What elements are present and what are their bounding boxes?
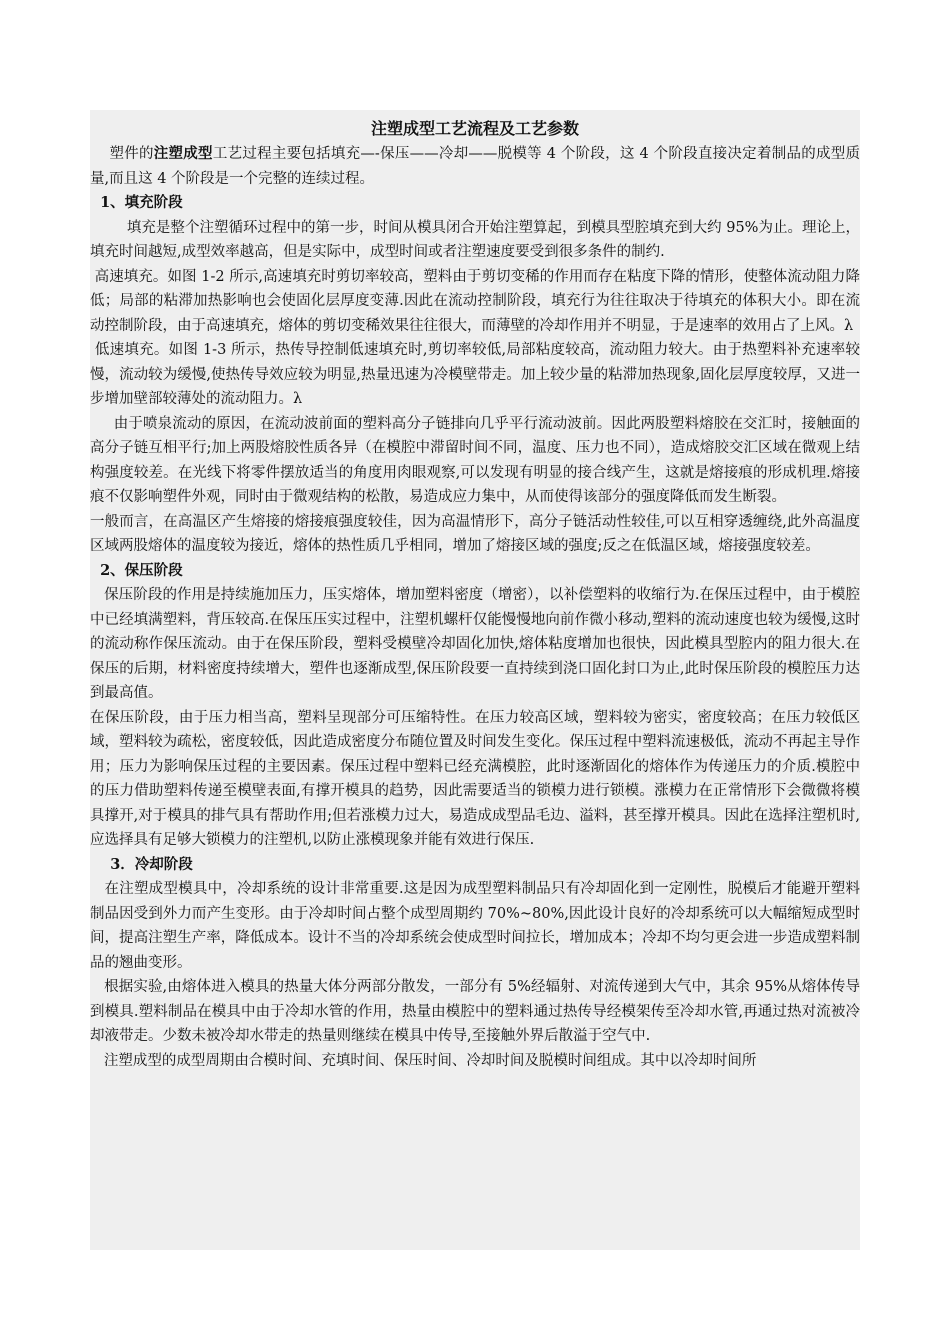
intro-bold-term: 注塑成型: [153, 145, 213, 162]
document-title: 注塑成型工艺流程及工艺参数: [370, 119, 579, 138]
document-page: [90, 110, 860, 1250]
section-1-paragraph-4: 由于喷泉流动的原因，在流动波前面的塑料高分子链排向几乎平行流动波前。因此两股塑料熔胶在交汇时，接触面的高分子链互相平行;加上两股熔胶性质各异（在模腔中滞留时间不同，温度、压力也不同），造成熔胶交汇区域在微观上结构强度较差。在光线下将零件摆放适当的角度用肉眼观察,可以发现有明显的接合线产生，这就是熔接痕的形成机理.熔接痕不仅影响塑件外观，同时由于微观结构的松散，易造成应力集中，从而使得该部分的强度降低而发生断裂。: [90, 415, 860, 505]
intro-suffix: 工艺过程主要包括填充—-保压——冷却——脱模等 4 个阶段，这 4 个阶段直接决定着制品的成型质量,而且这 4 个阶段是一个完整的连续过程。: [90, 146, 860, 187]
section-3-paragraph-2: 根据实验,由熔体进入模具的热量大体分两部分散发，一部分有 5%经辐射、对流传递到大气中，其余 95%从熔体传导到模具.塑料制品在模具中由于冷却水管的作用，热量由模腔中的塑料通过热传导经模架传至冷却水管,再通过热对流被冷却液带走。少数未被冷却水带走的热量则继续在模具中传导,至接触外界后散溢于空气中.: [90, 979, 860, 1044]
section-2-heading: 2、保压阶段: [90, 561, 183, 579]
section-1-paragraph-1: 填充是整个注塑循环过程中的第一步，时间从模具闭合开始注塑算起，到模具型腔填充到大约 95%为止。理论上，填充时间越短,成型效率越高，但是实际中，成型时间或者注塑速度要受到很多条件的制约.: [90, 219, 860, 260]
section-3-paragraph-3: 注塑成型的成型周期由合模时间、充填时间、保压时间、冷却时间及脱模时间组成。其中以冷却时间所: [90, 1052, 757, 1069]
section-3-paragraph-1: 在注塑成型模具中，冷却系统的设计非常重要.这是因为成型塑料制品只有冷却固化到一定刚性，脱模后才能避开塑料制品因受到外力而产生变形。由于冷却时间占整个成型周期约 70%~80%,因此设计良好的冷却系统可以大幅缩短成型时间，提高注塑生产率，降低成本。设计不当的冷却系统会使成型时间拉长，增加成本；冷却不均匀更会进一步造成塑料制品的翘曲变形。: [90, 881, 860, 971]
section-2-paragraph-1: 保压阶段的作用是持续施加压力，压实熔体，增加塑料密度（增密），以补偿塑料的收缩行为.在保压过程中，由于模腔中已经填满塑料，背压较高.在保压压实过程中，注塑机螺杆仅能慢慢地向前作微小移动,塑料的流动速度也较为缓慢,这时的流动称作保压流动。由于在保压阶段，塑料受模壁冷却固化加快,熔体粘度增加也很快，因此模具型腔内的阻力很大.在保压的后期，材料密度持续增大，塑件也逐渐成型,保压阶段要一直持续到浇口固化封口为止,此时保压阶段的模腔压力达到最高值。: [90, 587, 860, 701]
section-1-paragraph-3: 低速填充。如图 1-3 所示，热传导控制低速填充时,剪切率较低,局部粘度较高，流动阻力较大。由于热塑料补充速率较慢，流动较为缓慢,使热传导效应较为明显,热量迅速为冷模壁带走。加上较少量的粘滞加热现象,固化层厚度较厚，又进一步增加壁部较薄处的流动阻力。λ: [90, 342, 860, 407]
section-3-heading: 3．冷却阶段: [90, 855, 193, 873]
section-1-paragraph-2: 高速填充。如图 1-2 所示,高速填充时剪切率较高，塑料由于剪切变稀的作用而存在粘度下降的情形，使整体流动阻力降低；局部的粘滞加热影响也会使固化层厚度变薄.因此在流动控制阶段，填充行为往往取决于待填充的体积大小。即在流动控制阶段，由于高速填充，熔体的剪切变稀效果往往很大，而薄壁的冷却作用并不明显，于是速率的效用占了上风。λ: [90, 268, 860, 334]
intro-prefix: 塑件的: [90, 146, 154, 162]
section-1-heading: 1、填充阶段: [90, 194, 183, 211]
intro-paragraph: [90, 142, 860, 191]
section-2-paragraph-2: 在保压阶段，由于压力相当高，塑料呈现部分可压缩特性。在压力较高区域，塑料较为密实，密度较高；在压力较低区域，塑料较为疏松，密度较低，因此造成密度分布随位置及时间发生变化。保压过程中塑料流速极低，流动不再起主导作用；压力为影响保压过程的主要因素。保压过程中塑料已经充满模腔，此时逐渐固化的熔体作为传递压力的介质.模腔中的压力借助塑料传递至模壁表面,有撑开模具的趋势，因此需要适当的锁模力进行锁模。涨模力在正常情形下会微微将模具撑开,对于模具的排气具有帮助作用;但若涨模力过大，易造成成型品毛边、溢料，甚至撑开模具。因此在选择注塑机时,应选择具有足够大锁模力的注塑机,以防止涨模现象并能有效进行保压.: [90, 709, 860, 848]
section-1-paragraph-5: 一般而言，在高温区产生熔接的熔接痕强度较佳，因为高温情形下，高分子链活动性较佳,可以互相穿透缠绕,此外高温度区域两股熔体的温度较为接近，熔体的热性质几乎相同，增加了熔接区域的强度;反之在低温区域，熔接强度较差。: [90, 513, 860, 554]
